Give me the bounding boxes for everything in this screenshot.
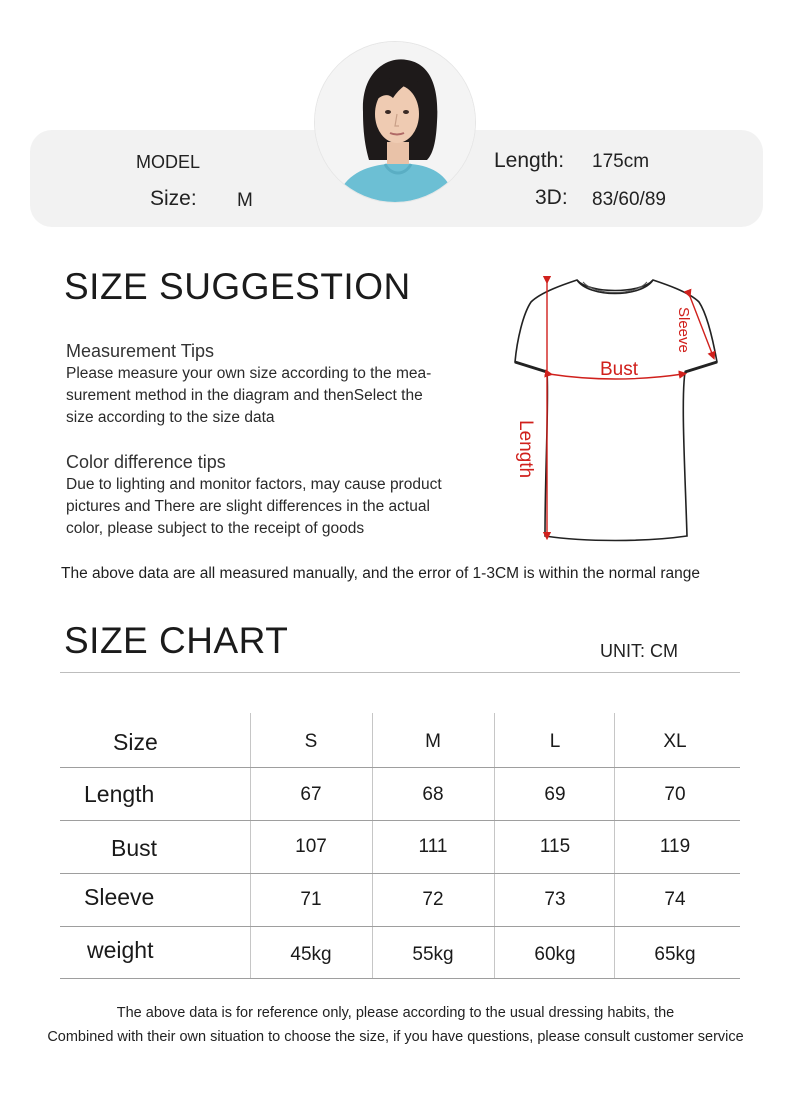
size-chart-heading: SIZE CHART <box>64 620 289 661</box>
table-cell: 72 <box>422 889 444 910</box>
measurement-note: The above data are all measured manually, and the error of 1-3CM is within the normal range <box>61 565 700 582</box>
size-suggestion-heading: SIZE SUGGESTION <box>64 266 411 307</box>
chart-divider <box>60 672 740 673</box>
model-avatar <box>315 42 475 202</box>
sleeve-label: Sleeve <box>675 307 692 353</box>
color-tips-line: Due to lighting and monitor factors, may cause product <box>66 476 442 493</box>
length-label: Length <box>515 420 536 479</box>
model-title: MODEL <box>136 152 201 172</box>
size-header-xl: XL <box>663 731 687 752</box>
color-tips-line: color, please subject to the receipt of goods <box>66 520 365 537</box>
size-header-l: L <box>549 731 561 752</box>
color-tips-line: pictures and There are slight differences in the actual <box>66 498 430 515</box>
unit-label: UNIT: CM <box>600 641 678 661</box>
table-cell: 55kg <box>412 944 454 965</box>
row-divider <box>60 873 740 874</box>
table-cell: 69 <box>544 784 566 805</box>
table-cell: 71 <box>300 889 322 910</box>
table-cell: 68 <box>422 784 444 805</box>
footer-note-line-2: Combined with their own situation to choose the size, if you have questions, please consult customer service <box>47 1029 744 1045</box>
size-header-m: M <box>425 731 441 752</box>
table-cell: 65kg <box>654 944 696 965</box>
color-tips-body <box>66 474 486 540</box>
measurement-tips-body <box>66 363 486 429</box>
bust-label: Bust <box>600 359 639 380</box>
table-cell: 60kg <box>534 944 576 965</box>
row-label-weight: weight <box>87 937 154 963</box>
table-cell: 119 <box>659 836 691 857</box>
table-cell: 70 <box>664 784 686 805</box>
color-tips-title: Color difference tips <box>66 452 226 472</box>
measurement-tips-title: Measurement Tips <box>66 341 215 361</box>
size-header-s: S <box>304 731 318 752</box>
row-label-length: Length <box>84 781 155 807</box>
model-length-value: 175cm <box>592 151 650 172</box>
table-cell: 107 <box>295 836 327 857</box>
table-cell: 67 <box>300 784 322 805</box>
measurement-tips-line: size according to the size data <box>66 409 275 426</box>
row-divider <box>60 978 740 979</box>
row-divider <box>60 767 740 768</box>
size-header-label: Size <box>113 729 158 755</box>
size-table <box>60 713 740 979</box>
model-length-label: Length: <box>494 149 565 172</box>
tshirt-measurement-diagram <box>505 270 730 550</box>
table-cell: 45kg <box>290 944 332 965</box>
model-size-value: M <box>237 190 253 211</box>
measurement-tips-line: surement method in the diagram and thenSelect the <box>66 387 423 404</box>
row-label-bust: Bust <box>111 835 158 861</box>
row-divider <box>60 820 740 821</box>
table-cell: 73 <box>544 889 566 910</box>
table-cell: 74 <box>664 889 686 910</box>
measurement-tips-line: Please measure your own size according to the mea- <box>66 365 432 382</box>
model-size-label: Size: <box>150 187 197 210</box>
table-cell: 115 <box>539 836 571 857</box>
model-3d-label: 3D: <box>535 186 568 209</box>
table-cell: 111 <box>418 836 448 857</box>
row-label-sleeve: Sleeve <box>84 884 155 910</box>
row-divider <box>60 926 740 927</box>
model-3d-value: 83/60/89 <box>592 189 666 210</box>
footer-note-line-1: The above data is for reference only, please according to the usual dressing habits, the <box>116 1005 675 1021</box>
